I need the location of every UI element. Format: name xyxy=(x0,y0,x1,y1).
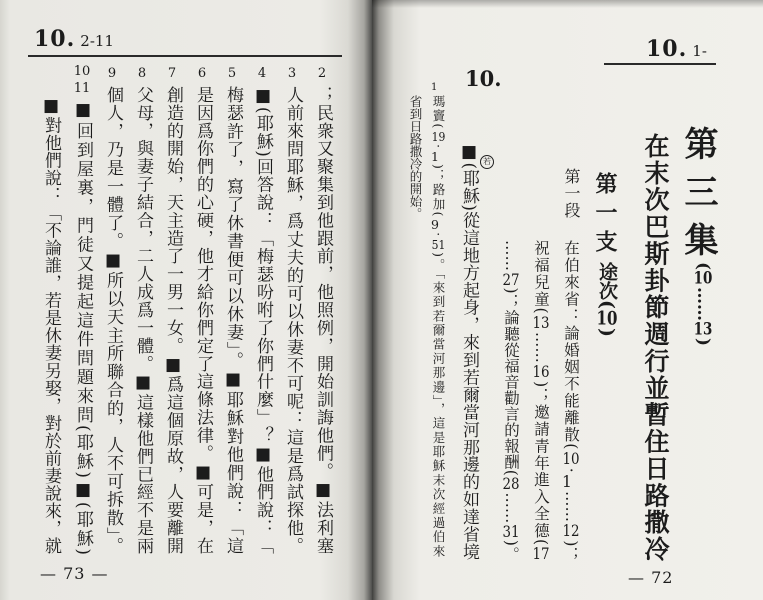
verse-label: 10. xyxy=(465,66,502,91)
main-title: 在末次巴斯卦節週行並暫住日路撒冷 xyxy=(641,133,670,561)
text-column: 創造的開始，天主造了一男一女。■爲這個原故，人要離開 xyxy=(163,86,183,554)
summary-line: ……27)；論聽從福音勸言的報酬(28……31)。 xyxy=(502,240,520,562)
verse-number: 9 xyxy=(107,66,117,81)
verse-number: 6 xyxy=(197,66,207,81)
verse-number: 5 xyxy=(227,66,237,81)
text-column: 父母，與妻子結合，二人成爲一體。■這樣他們已經不是兩 xyxy=(133,86,153,554)
left-page xyxy=(0,0,372,600)
verse-number: 10 xyxy=(73,64,91,79)
footnote-line: 省到日路撒冷的開始。 xyxy=(408,95,423,220)
verse-number: 3 xyxy=(287,66,297,81)
right-header-range: 1- xyxy=(692,42,707,60)
text-column: 梅瑟許了，寫了休書便可以休妻」。■耶穌對他們說：「這 xyxy=(223,86,243,554)
left-header-chapter: 10. xyxy=(34,26,76,52)
verse-number: 7 xyxy=(167,66,177,81)
note-marker: 若 xyxy=(480,155,494,169)
right-header-chapter: 10. xyxy=(646,36,688,62)
verse-number: 2 xyxy=(317,66,327,81)
text-column: ■(耶穌)回答說：「梅瑟吩咐了你們什麼」？■他們說：「 xyxy=(253,86,273,554)
right-running-header xyxy=(646,36,707,62)
left-running-header xyxy=(34,26,114,52)
verse-text: ■(耶穌)從這地方起身，來到若爾當河那邊的如達省境 xyxy=(459,142,479,560)
right-page xyxy=(372,0,763,600)
summary-line: 祝福兒童(13……16)；邀請青年進入全德(17 xyxy=(532,240,550,562)
part-title: 第三集 xyxy=(678,126,718,256)
verse-number: 11 xyxy=(73,81,91,96)
left-header-rule xyxy=(28,55,342,57)
footnote-line: 瑪竇(19·1)；路加(9·51)。「來到若爾當河那邊」，這是耶穌末次經過伯來 xyxy=(431,95,446,557)
scan-top-shadow xyxy=(372,0,763,8)
text-column: ■對他們說：「不論誰，若是休妻另娶，對於前妻說來，就 xyxy=(41,96,61,554)
text-column: 個人，乃是一體了。■所以天主所聯合的，人不可拆散」。 xyxy=(103,86,123,554)
section-subtitle: 途次(10) xyxy=(596,262,618,337)
text-column: ；民衆又聚集到他跟前，他照例，開始訓誨他們。■法利塞 xyxy=(313,86,333,554)
text-column: 是因爲你們的心硬，他才給你們定了這條法律。■可是，在 xyxy=(193,86,213,554)
footnote-number: 1 xyxy=(431,82,438,93)
page-number: — 72 xyxy=(628,568,674,587)
right-header-rule xyxy=(604,63,716,65)
part-range: (10……13) xyxy=(693,262,713,347)
text-column: ■回到屋裏，門徒又提起這件問題來問(耶穌)■(耶穌) xyxy=(73,100,93,555)
page-number: — 73 — xyxy=(40,564,109,583)
verse-number: 4 xyxy=(257,66,267,81)
text-column: 人前來問耶穌，爲丈夫的可以休妻不可呢：這是爲試探他。 xyxy=(283,86,303,554)
paragraph-label: 第一段 xyxy=(562,168,581,218)
section-title: 第一支 xyxy=(592,172,618,252)
left-header-range: 2-11 xyxy=(80,32,114,50)
summary-line: 在伯來省：論婚姻不能離散(10·1……12)； xyxy=(562,240,580,562)
verse-number: 8 xyxy=(137,66,147,81)
